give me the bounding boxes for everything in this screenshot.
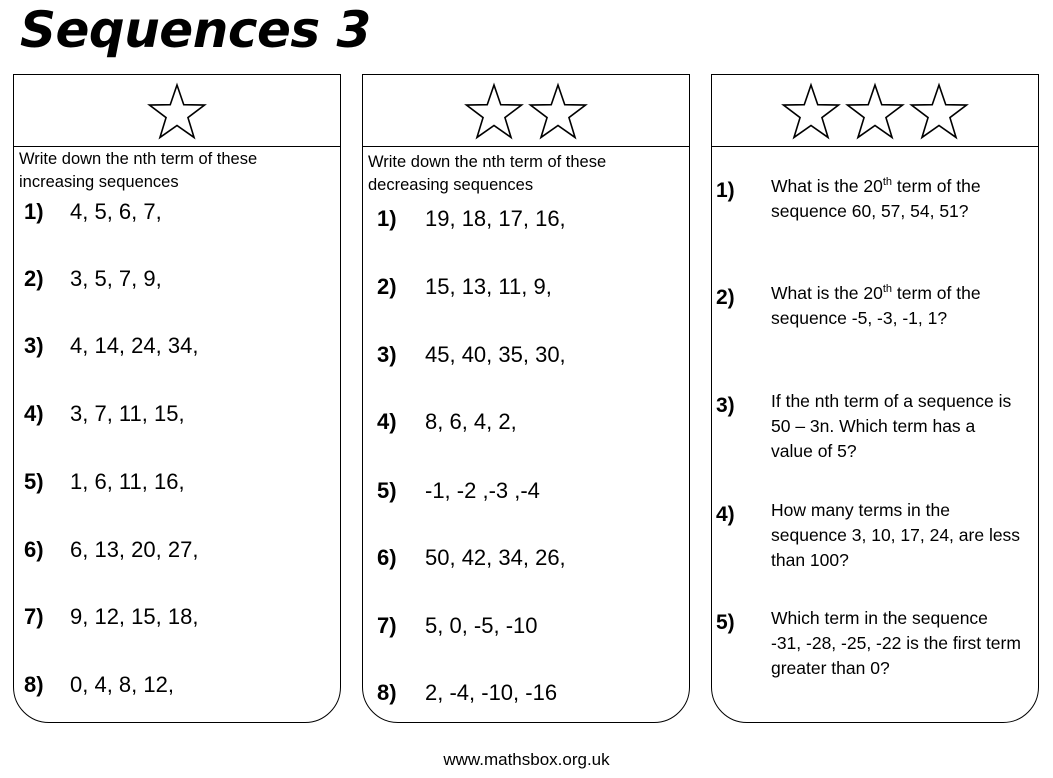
ordinal-suffix: th	[882, 283, 893, 296]
question-number: 3)	[24, 333, 44, 358]
question-number: 7)	[377, 613, 397, 638]
question-text: 3, 7, 11, 15,	[70, 401, 185, 426]
one-star-panel	[13, 74, 341, 723]
question-text-start: What is the 20	[771, 283, 883, 303]
question-number: 4)	[377, 409, 397, 434]
website-footer: www.mathsbox.org.uk	[443, 750, 610, 769]
question-text-start: What is the 20	[771, 176, 883, 196]
question-text: 50, 42, 34, 26,	[425, 545, 566, 570]
star-icon	[780, 81, 842, 143]
panel-instructions: Write down the nth term of these increasing sequences	[19, 150, 258, 191]
question-text: 5, 0, -5, -10	[425, 613, 538, 638]
question-number: 3)	[716, 394, 735, 417]
star-rating	[363, 81, 689, 143]
question-text	[771, 281, 1021, 331]
question-text: 4, 5, 6, 7,	[70, 199, 162, 224]
question-text: 45, 40, 35, 30,	[425, 342, 566, 367]
question-number: 8)	[377, 680, 397, 705]
question-number: 3)	[377, 342, 397, 367]
star-icon	[463, 81, 525, 143]
question-number: 5)	[24, 469, 44, 494]
star-rating	[14, 81, 340, 143]
question-number: 6)	[377, 545, 397, 570]
question-text: Which term in the sequence -31, -28, -25, -22 is the first term greater than 0?	[771, 608, 1021, 678]
panel-instructions: Write down the nth term of these decreasing sequences	[368, 153, 607, 194]
question-text: 15, 13, 11, 9,	[425, 274, 552, 299]
question-text: 4, 14, 24, 34,	[70, 333, 199, 358]
question-number: 2)	[24, 266, 44, 291]
panel-header	[363, 75, 689, 147]
question-text: 3, 5, 7, 9,	[70, 266, 162, 291]
question-text: 9, 12, 15, 18,	[70, 604, 199, 629]
question-number: 5)	[377, 478, 397, 503]
star-icon	[908, 81, 970, 143]
question-text-end: term of the sequence 60, 57, 54, 51?	[771, 176, 981, 221]
question-text: How many terms in the sequence 3, 10, 17, 24, are less than 100?	[771, 500, 1021, 570]
question-text: 19, 18, 17, 16,	[425, 206, 566, 231]
question-text: -1, -2 ,-3 ,-4	[425, 478, 540, 503]
question-text: 0, 4, 8, 12,	[70, 672, 174, 697]
question-text: If the nth term of a sequence is 50 – 3n. Which term has a value of 5?	[771, 391, 1012, 461]
question-number: 4)	[716, 503, 735, 526]
question-text: 8, 6, 4, 2,	[425, 409, 517, 434]
question-text: 6, 13, 20, 27,	[70, 537, 199, 562]
question-number: 7)	[24, 604, 44, 629]
question-text	[771, 174, 1021, 224]
question-text: 2, -4, -10, -16	[425, 680, 558, 705]
question-text-end: term of the sequence -5, -3, -1, 1?	[771, 283, 981, 328]
question-number: 2)	[377, 274, 397, 299]
star-icon	[527, 81, 589, 143]
panel-header	[14, 75, 340, 147]
question-text: 1, 6, 11, 16,	[70, 469, 185, 494]
three-star-panel	[711, 74, 1039, 723]
question-number: 1)	[377, 206, 397, 231]
two-star-panel	[362, 74, 690, 723]
star-icon	[146, 81, 208, 143]
question-number: 4)	[24, 401, 44, 426]
ordinal-suffix: th	[882, 176, 893, 189]
question-number: 6)	[24, 537, 44, 562]
panel-header	[712, 75, 1038, 147]
question-number: 2)	[716, 286, 735, 309]
star-icon	[844, 81, 906, 143]
question-number: 8)	[24, 672, 44, 697]
question-number: 5)	[716, 611, 735, 634]
page-title: Sequences 3	[20, 1, 371, 59]
question-number: 1)	[24, 199, 44, 224]
question-number: 1)	[716, 179, 735, 202]
star-rating	[712, 81, 1038, 143]
